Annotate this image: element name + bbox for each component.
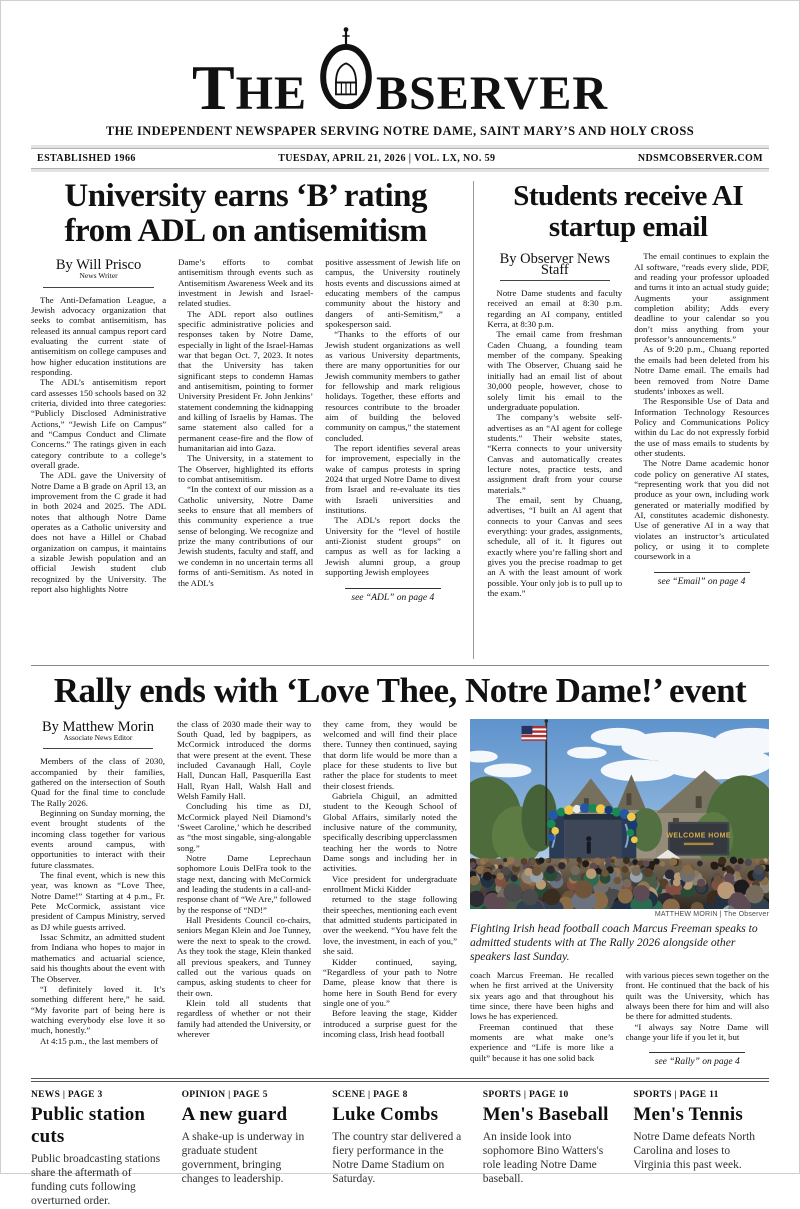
- rally-photo: [470, 719, 769, 909]
- byline-rule: [43, 748, 153, 749]
- footer-teasers: [31, 1082, 769, 1209]
- stage: [547, 803, 638, 861]
- article-rally-column-2: the class of 2030 made their way to South Quad, led by bagpipers, as McCormick introduced the dorms that were present at the event. These included Cavanaugh Hall, Coyle Hall, Duncan Hall, Pasquerilla East Hall, Ryan Hall, Walsh Hall and Welsh Family Hall. Concluding his time as DJ, McCormick played Neil Diamond’s ‘Sweet Caroline,’ which he described as “the most singable, sing-alongable song.” Notre Dame Leprechaun sophomore Louis DelFra took to the stage next, dancing with McCormick and leading the students in a call-and-response chant of “We Are,” followed by the response of “ND!” Hall Presidents Council co-chairs, seniors Megan Klein and Joe Tunney, were the next to speak to the crowd. As they took the stage, Klein thanked all previous speakers, and Tunney called out the various quads on campus, asking students to cheer for their own. Klein told all students that regardless of whether or not their family had attended the University, or wherever: [177, 719, 311, 1071]
- byline-rule: [500, 280, 611, 281]
- article-rally-jump-line: [626, 1052, 770, 1067]
- footer-teaser: Notre Dame defeats North Carolina and loses to Virginia this past week.: [633, 1130, 769, 1173]
- byline-author: By Observer News Staff: [487, 254, 622, 275]
- article-rally-column-4: coach Marcus Freeman. He recalled when he first arrived at the University six years ago and that throughout his time since, there have been highs and lows he has experienced. Freeman continued that these moments are what make one’s experience and “Life is more like a quilt” because it has one solid back: [470, 970, 614, 1071]
- date-bar: [31, 148, 769, 169]
- byline-author: By Will Prisco: [31, 260, 166, 270]
- footer-kicker: SCENE | PAGE 8: [332, 1090, 468, 1100]
- masthead-title-part: T: [192, 59, 236, 117]
- screen-text: WELCOME HOME: [666, 832, 731, 839]
- article-rally-column-3: they came from, they would be welcomed and will find their place there. Tunney then continued, saying that dorm life would be more than a place for these students to live but rather the place for students to meet their closest friends. Gabriela Chiguil, an admitted student to the Keough School of Global Affairs, similarly noted the inclusive nature of the community, specifically describing upperclassmen teaching her the words to Notre Dame songs and including her in activities. Vice president for undergraduate enrollment Micki Kidder returned to the stage following their speeches, mentioning each event that admitted students participated in over the weekend. “You have felt the love, the investment, in each of you,” she said. Kidder continued, saying, “Regardless of your path to Notre Dame, please know that there is home here in South Bend for every single one of you.” Before leaving the stage, Kidder introduced a surprise guest for the incoming class, Irish head football: [323, 719, 457, 1071]
- article-rally-col5-text: with various pieces sewn together on the front. He continued that the back of his quilt was the University, which has always been there for him and will also be there for admitted students. “I always say Notre Dame will change your life if you let it, but: [626, 970, 770, 1042]
- masthead-title-part: BSERVER: [376, 72, 608, 115]
- article-adl-jump-line: [325, 588, 460, 603]
- jump-text: see “Rally” on page 4: [655, 1057, 740, 1067]
- golden-dome-icon: [319, 25, 373, 109]
- jump-text: see “Email” on page 4: [658, 577, 746, 587]
- article-rally-photo-block: [470, 719, 769, 1071]
- jump-rule: [345, 588, 441, 589]
- byline-rule: [43, 287, 154, 288]
- article-rally-headline: Rally ends with ‘Love Thee, Notre Dame!’ event: [31, 671, 769, 711]
- section-divider-rule: [31, 665, 769, 666]
- article-adl-column-3: [325, 257, 460, 603]
- footer-title: Men's Tennis: [633, 1104, 769, 1126]
- jump-rule: [649, 1052, 745, 1053]
- footer-kicker: OPINION | PAGE 5: [182, 1090, 318, 1100]
- footer-title: Men's Baseball: [483, 1104, 619, 1126]
- welcome-screen: [666, 822, 731, 856]
- article-email-column-1: [487, 251, 622, 598]
- article-adl-column-1: [31, 257, 166, 603]
- jump-text: see “ADL” on page 4: [351, 593, 434, 603]
- footer-title: Luke Combs: [332, 1104, 468, 1126]
- footer-item-scene: [332, 1090, 468, 1209]
- crowd: [470, 856, 769, 909]
- article-rally-byline: [31, 722, 165, 750]
- byline-role: Associate News Editor: [31, 733, 165, 743]
- article-email-headline: Students receive AI startup email: [487, 181, 769, 245]
- footer-item-opinion: [182, 1090, 318, 1209]
- masthead-title: [1, 25, 799, 117]
- article-adl-byline: [31, 260, 166, 288]
- jump-rule: [654, 572, 750, 573]
- article-adl-col3-text: positive assessment of Jewish life on campus, the University routinely hosts events and discussions aimed at educating members of the campus community about the history and dangers of anti-Semitism,” a spokesperson said. “Thanks to the efforts of our Jewish student organizations as well as various University departments, there are many opportunities for our Jewish community members to gather for fellowship and mark religious holidays. Together, these efforts and resources contribute to the broader aim of building the beloved community on campus,” the statement concluded. The report identifies several areas for improvement, especially in the wake of campus protests in spring 2024 that urged Notre Dame to divest from Israel and re-evaluate its ties with Israeli universities and institutions. The ADL’s report docks the University for the “level of hostile anti-Zionist student groups” on campus as well as for lacking a Jewish alumni group, a group supporting Jewish employees: [325, 257, 460, 578]
- article-rally-column-1: [31, 719, 165, 1071]
- article-adl-col1-text: The Anti-Defamation League, a Jewish advocacy organization that seeks to combat antisemitism, has released its annual campus report card evaluating the current state of antisemitism on college campuses and how higher education institutions are responding. The ADL’s antisemitism report card assesses 150 schools based on 32 criteria, divided into three categories: “Publicly Disclosed Administrative Actions,” “Jewish Life on Campus” and “Campus Conduct and Climate Concerns.” The ratings given in each category contribute to a college’s overall grade. The ADL gave the University of Notre Dame a B grade on April 13, an improvement from the C grade it had in both 2024 and 2025. The ADL notes that although Notre Dame operates as a Catholic university and does not have a Hillel or Chabad organization on campus, it maintains a sizable Jewish population and an official Jewish student club recognized by the University. The report also highlights Notre: [31, 295, 166, 595]
- website-label: NDSMCOBSERVER.COM: [638, 153, 763, 164]
- established-label: ESTABLISHED 1966: [37, 153, 136, 164]
- article-divider: [473, 181, 474, 659]
- footer-title: A new guard: [182, 1104, 318, 1126]
- masthead-title-part: HE: [236, 72, 307, 115]
- masthead: [1, 1, 799, 139]
- article-email-byline: [487, 254, 622, 281]
- byline-author: By Matthew Morin: [31, 722, 165, 732]
- footer-item-sports-tennis: [633, 1090, 769, 1209]
- top-articles-section: [31, 179, 769, 663]
- footer-title: Public station cuts: [31, 1104, 167, 1148]
- footer-item-news: [31, 1090, 167, 1209]
- article-rally-col1-text: Members of the class of 2030, accompanied by their families, gathered on the intersection of South Quad for the final time to conclude The Rally 2026. Beginning on Sunday morning, the event brought students of the incoming class together for various events around campus, with opportunities to interact with their future classmates. The final event, which is new this year, was known as “Love Thee, Notre Dame!” Starting at 4 p.m., Fr. Pete McCormick, assistant vice president of Campus Ministry, served as DJ while guests arrived. Issac Schmitz, an admitted student from Indiana who hopes to major in mathematics and actuarial science, said his thoughts about the event with The Observer. “I definitely loved it. It’s something different here,” he said. “My favorite part of being here is watching everybody else love it so much, honestly.” At 4:15 p.m., the last members of: [31, 756, 165, 1046]
- footer-teaser: The country star delivered a fiery performance in the Notre Dame Stadium on Saturday.: [332, 1130, 468, 1187]
- byline-role: News Writer: [31, 271, 166, 281]
- article-adl-headline: University earns ‘B’ rating from ADL on antisemitism: [31, 179, 460, 250]
- footer-item-sports-baseball: [483, 1090, 619, 1209]
- footer-kicker: SPORTS | PAGE 10: [483, 1090, 619, 1100]
- article-rally-left-columns: [31, 719, 457, 1071]
- date-volume-label: TUESDAY, APRIL 21, 2026 | VOL. LX, NO. 59: [278, 153, 495, 164]
- masthead-tagline: THE INDEPENDENT NEWSPAPER SERVING NOTRE DAME, SAINT MARY’S AND HOLY CROSS: [1, 124, 799, 139]
- article-email-col1-text: Notre Dame students and faculty received an email at 8:30 p.m. regarding an AI company, entitled Kerra, at 8:30 p.m. The email came from freshman Caden Chuang, a founding team member of the company. Speaking with The Observer, Chuang said he initially had an email list of about 30,000 people, however, chose to solely limit his email to the undergraduate population. The company’s website self-advertises as an “AI agent for college students.” Their website states, “Kerra connects to your university Canvas and automatically creates lecture notes, practice tests, and assignment draft from your course materials.” The email, sent by Chuang, advertises, “I built an AI agent that connects to your Canvas and sees everything: your grades, assignments, schedule, all of it. It figures out exactly where you’re falling short and gives you the precise roadmap to get an A with the least amount of work possible. Your only job is to pull up to the exam.”: [487, 288, 622, 598]
- footer-teaser: A shake-up is underway in graduate student government, bringing changes to leadership.: [182, 1130, 318, 1187]
- footer-kicker: NEWS | PAGE 3: [31, 1090, 167, 1100]
- photo-caption: Fighting Irish head football coach Marcus Freeman speaks to admitted students with at The Rally 2026 alongside other speakers last Sunday.: [470, 922, 769, 964]
- article-rally-column-5: [626, 970, 770, 1071]
- article-email-column-2: [634, 251, 769, 598]
- rally-photo-illustration: [470, 719, 769, 909]
- article-email-jump-line: [634, 572, 769, 587]
- article-rally: [31, 671, 769, 1071]
- article-adl: [31, 179, 460, 663]
- photo-credit: MATTHEW MORIN | The Observer: [470, 911, 769, 918]
- footer-teaser: Public broadcasting stations share the aftermath of funding cuts following overturned order.: [31, 1152, 167, 1209]
- article-adl-column-2: Dame’s efforts to combat antisemitism through events such as Antisemitism Awareness Week and its investment in Jewish and Israel-related studies. The ADL report also outlines specific administrative policies and responses taken by Notre Dame, especially in light of the Israel-Hamas war that began Oct. 7, 2023. It notes that the University has taken significant steps to condemn Hamas and antisemitism, pointing to former University President Fr. John Jenkins’ statement condemning the kidnapping and killing of Israelis by Hamas. The same statement also called for a permanent cease-fire and the flow of humanitarian aid into Gaza. The University, in a statement to The Observer, highlighted its efforts to combat antisemitism. “In the context of our mission as a Catholic university, Notre Dame seeks to ensure that all members of this community experience a true sense of belonging. We recognize and prize the many contributions of our Jewish students, faculty and staff, and we condemn in no uncertain terms all forms of anti-Semitism. As noted in the ADL’s: [178, 257, 313, 603]
- footer-teaser: An inside look into sophomore Bino Watters's role leading Notre Dame baseball.: [483, 1130, 619, 1187]
- article-email-col2-text: The email continues to explain the AI software, “reads every slide, PDF, and reading your professor uploaded and turns it into an actual study guide; Augments your assignment completion ability; Adds every deadline to your calendar so you don’t miss anything from your professor’s announcements.” As of 9:20 p.m., Chuang reported the emails had been deleted from his Notre Dame email. The emails had been removed from Notre Dame students’ inboxes as well. The Responsible Use of Data and Information Technology Resources Policy and Communications Policy within du Lac do not expressly forbid the use of mass emails to students by other students. The Notre Dame academic honor code policy on generative AI states, “representing work that you did not produce as your own, including work generated or materially modified by AI, constitutes academic dishonesty. Use of generative AI in a way that violates an instructor’s articulated policy, or using it to complete coursework in a: [634, 251, 769, 561]
- article-email: [487, 179, 769, 663]
- footer-kicker: SPORTS | PAGE 11: [633, 1090, 769, 1100]
